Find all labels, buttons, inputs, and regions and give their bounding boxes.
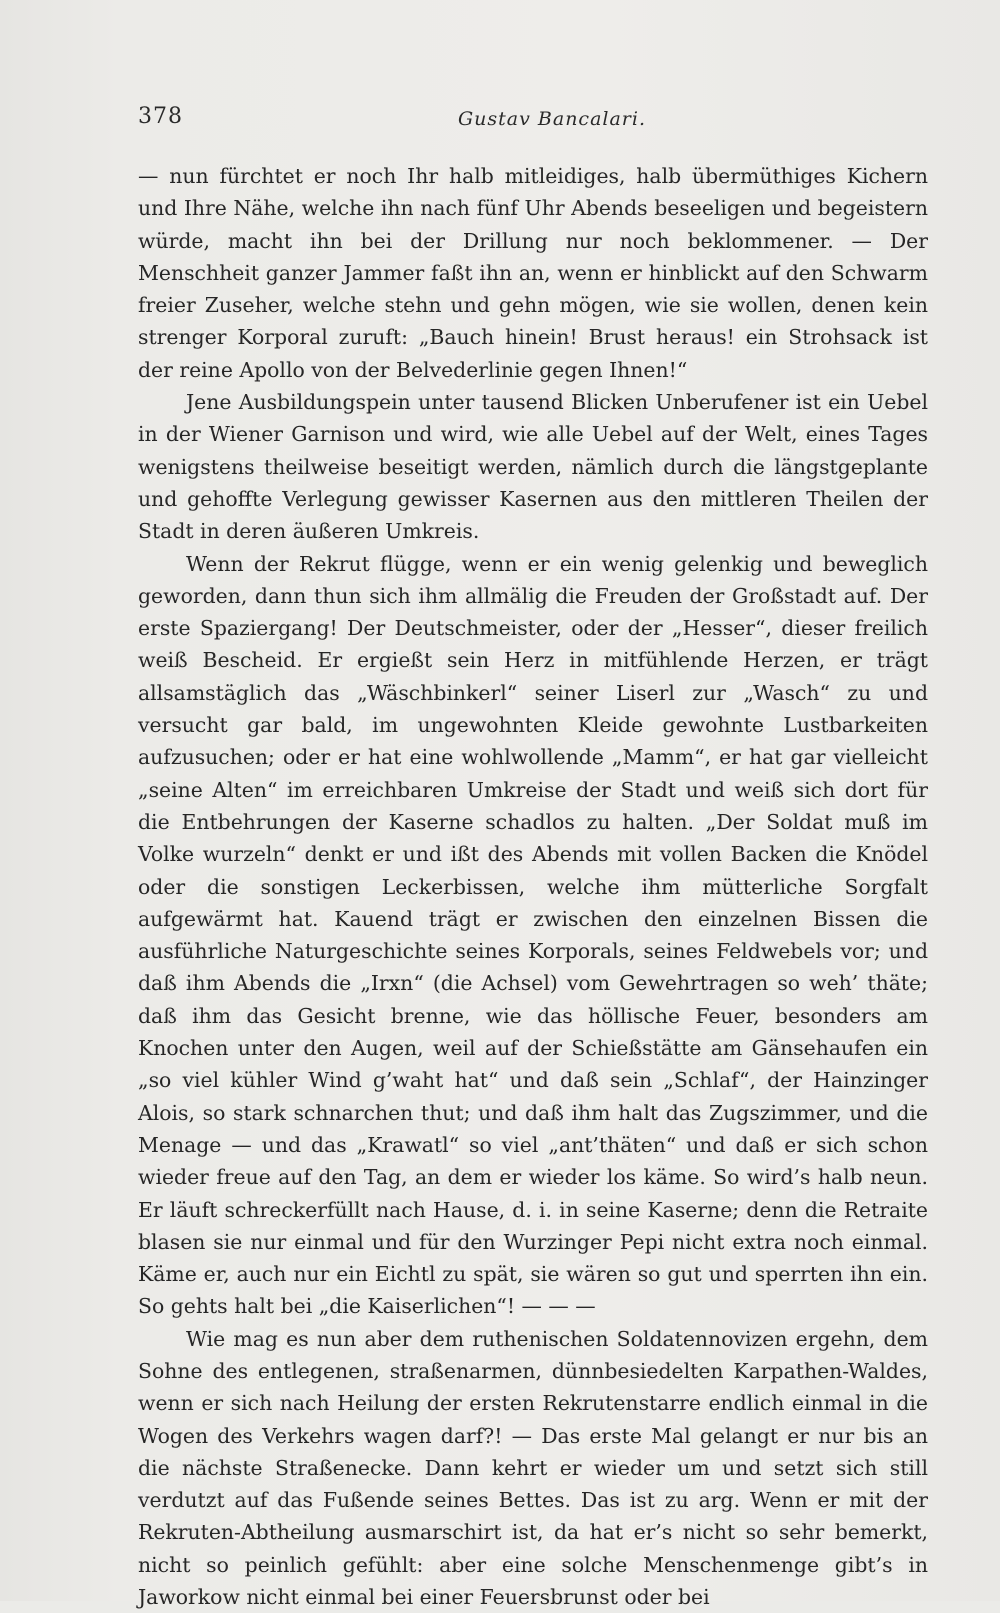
page-header [138, 104, 928, 144]
page-number: 378 [138, 104, 183, 129]
paragraph: Jene Ausbildungspein unter tausend Blicken Unberufener ist ein Uebel in der Wiener Garnison und wird, wie alle Uebel auf der Welt, eines Tages wenigstens theilweise beseitigt werden, nämlich durch die längstgeplante und gehoffte Verlegung gewisser Kasernen aus den mittleren Theilen der Stadt in deren äußeren Umkreis. [138, 390, 928, 544]
paragraph: Wie mag es nun aber dem ruthenischen Soldatennovizen ergehn, dem Sohne des entlegenen, straßenarmen, dünnbesiedelten Karpathen-Waldes, wenn er sich nach Heilung der ersten Rekrutenstarre endlich einmal in die Wogen des Verkehrs wagen darf?! — Das erste Mal gelangt er nur bis an die nächste Straßenecke. Dann kehrt er wieder um und setzt sich still verdutzt auf das Fußende seines Bettes. Das ist zu arg. Wenn er mit der Rekruten-Abtheilung ausmarschirt ist, da hat er’s nicht so sehr bemerkt, nicht so peinlich gefühlt: aber eine solche Menschenmenge gibt’s in Jaworkow nicht einmal bei einer Feuersbrunst oder bei [138, 1326, 928, 1610]
body-text [138, 160, 928, 1613]
running-title: Gustav Bancalari. [458, 108, 646, 130]
paragraph: — nun fürchtet er noch Ihr halb mitleidiges, halb übermüthiges Kichern und Ihre Nähe, welche ihn nach fünf Uhr Abends beseeligen und begeistern würde, macht ihn bei der Drillung nur noch beklommener. — Der Menschheit ganzer Jammer faßt ihn an, wenn er hinblickt auf den Schwarm freier Zuseher, welche stehn und gehn mögen, wie sie wollen, denen kein strenger Korporal zuruft: „Bauch hinein! Brust heraus! ein Strohsack ist der reine Apollo von der Belvederlinie gegen Ihnen!“ [138, 164, 928, 382]
paragraph: Wenn der Rekrut flügge, wenn er ein wenig gelenkig und beweglich geworden, dann thun sich ihm allmälig die Freuden der Großstadt auf. Der erste Spaziergang! Der Deutschmeister, oder der „Hesser“, dieser freilich weiß Bescheid. Er ergießt sein Herz in mitfühlende Herzen, er trägt allsamstäglich das „Wäschbinkerl“ seiner Liserl zur „Wasch“ zu und versucht gar bald, im ungewohnten Kleide gewohnte Lustbarkeiten aufzusuchen; oder er hat eine wohlwollende „Mamm“, er hat gar vielleicht „seine Alten“ im erreichbaren Umkreise der Stadt und weiß sich dort für die Entbehrungen der Kaserne schadlos zu halten. „Der Soldat muß im Volke wurzeln“ denkt er und ißt des Abends mit vollen Backen die Knödel oder die sonstigen Leckerbissen, welche ihm mütterliche Sorgfalt aufgewärmt hat. Kauend trägt er zwischen den einzelnen Bissen die ausführliche Naturgeschichte seines Korporals, seines Feldwebels vor; und daß ihm Abends die „Irxn“ (die Achsel) vom Gewehrtragen so weh’ thäte; daß ihm das Gesicht brenne, wie das höllische Feuer, besonders am Knochen unter den Augen, weil auf der Schießstätte am Gänsehaufen ein „so viel kühler Wind g’waht hat“ und daß sein „Schlaf“, der Hainzinger Alois, so stark schnarchen thut; und daß ihm halt das Zugszimmer, und die Menage — und das „Krawatl“ so viel „ant’thäten“ und daß er sich schon wieder freue auf den Tag, an dem er wieder los käme. So wird’s halb neun. Er läuft schreckerfüllt nach Hause, d. i. in seine Kaserne; denn die Retraite blasen sie nur einmal und für den Wurzinger Pepi nicht extra noch einmal. Käme er, auch nur ein Eichtl zu spät, sie wären so gut und sperrten ihn ein. So gehts halt bei „die Kaiserlichen“! — — — [138, 551, 928, 1319]
